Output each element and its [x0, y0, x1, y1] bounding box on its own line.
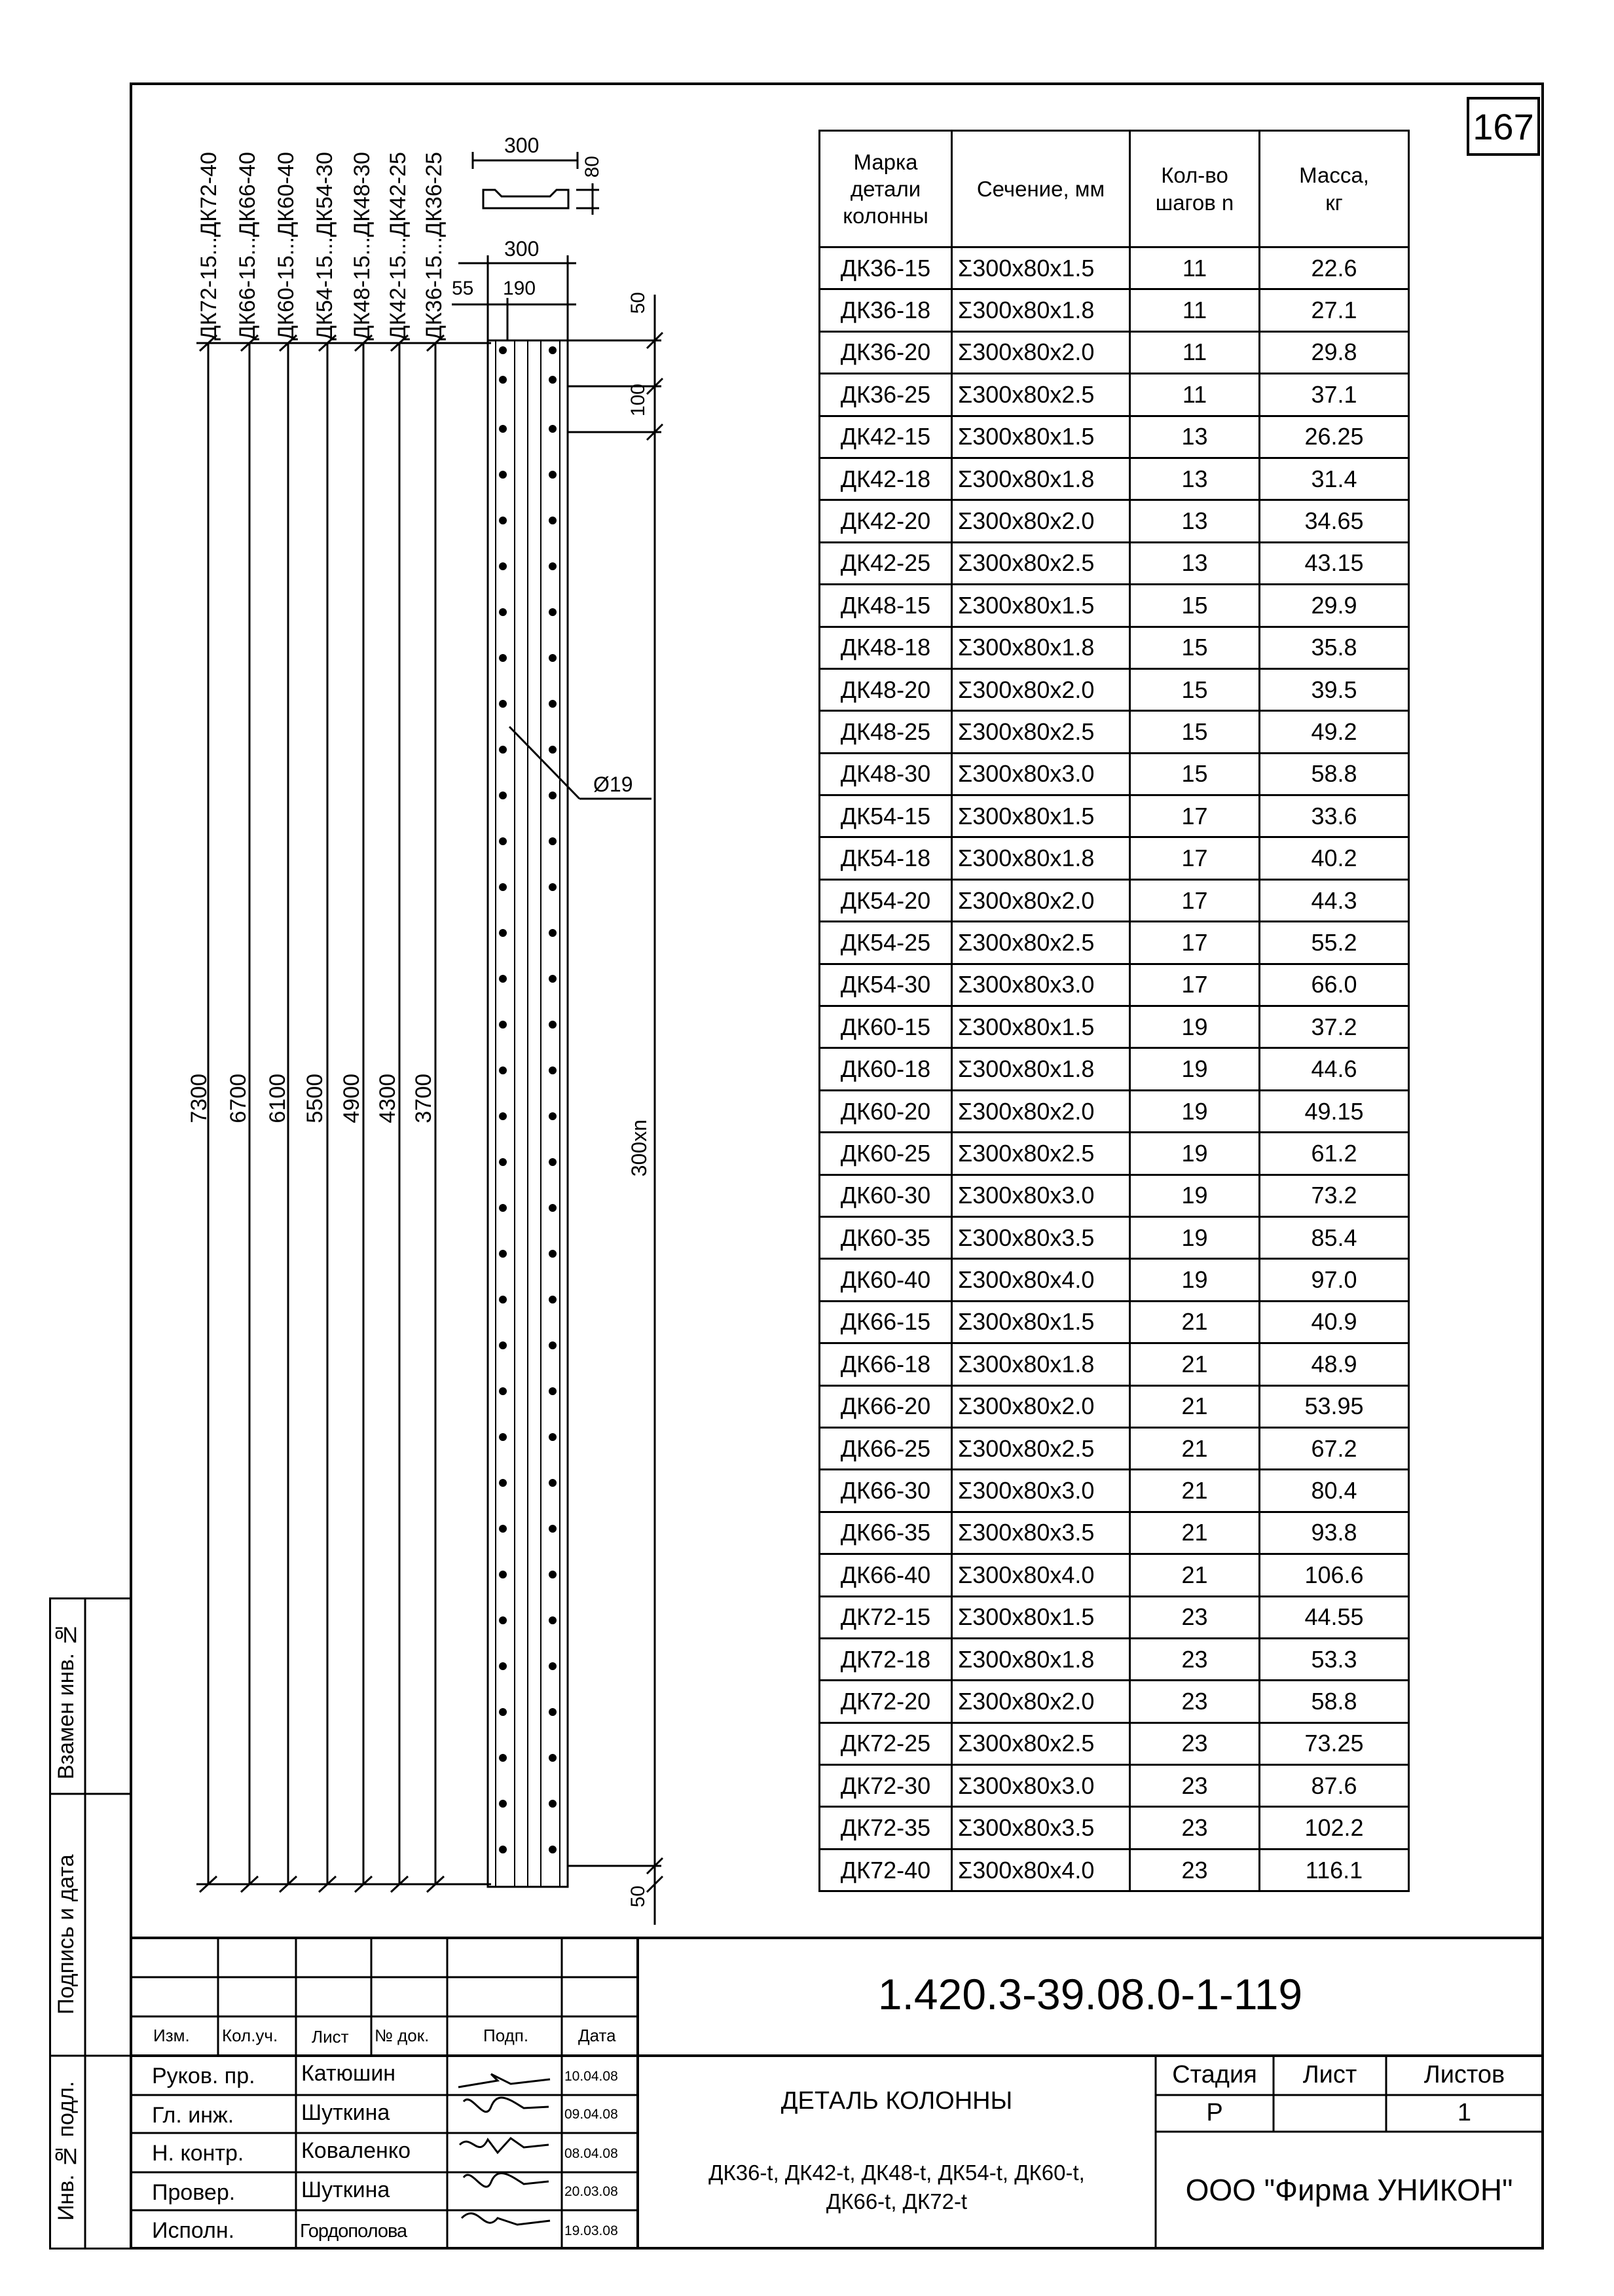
section-cell: Σ300x80x2.5	[952, 542, 1130, 584]
mark-cell: ДК54-25	[820, 922, 952, 964]
mark-cell: ДК66-18	[820, 1343, 952, 1385]
mass-cell: 73.2	[1260, 1175, 1409, 1216]
mark-cell: ДК54-20	[820, 879, 952, 921]
table-row	[820, 1849, 1409, 1891]
mass-cell: 40.9	[1260, 1301, 1409, 1343]
mark-cell: ДК66-20	[820, 1385, 952, 1427]
steps-cell: 21	[1130, 1427, 1260, 1469]
mark-cell: ДК66-30	[820, 1470, 952, 1512]
steps-cell: 13	[1130, 416, 1260, 458]
staff-role: Гл. инж.	[152, 2103, 234, 2128]
staff-role: Провер.	[152, 2180, 236, 2205]
mark-cell: ДК54-30	[820, 964, 952, 1006]
table-row	[820, 1427, 1409, 1469]
staff-name: Шуткина	[301, 2178, 390, 2202]
mark-cell: ДК72-40	[820, 1849, 952, 1891]
group-label: ДК72-15...ДК72-40	[196, 152, 221, 340]
steps-cell: 11	[1130, 289, 1260, 331]
section-cell: Σ300x80x2.0	[952, 668, 1130, 710]
mark-cell: ДК66-35	[820, 1512, 952, 1554]
mass-cell: 48.9	[1260, 1343, 1409, 1385]
dim-width: 300	[504, 237, 540, 261]
table-row	[820, 627, 1409, 668]
mark-cell: ДК60-35	[820, 1216, 952, 1258]
table-row	[820, 1681, 1409, 1722]
length-label: 6700	[226, 1074, 251, 1123]
mark-cell: ДК60-15	[820, 1006, 952, 1048]
sheet-label: Лист	[1302, 2061, 1357, 2088]
inv-orig-label: Инв. № подл.	[54, 2081, 79, 2221]
mass-cell: 40.2	[1260, 837, 1409, 879]
steps-cell: 23	[1130, 1807, 1260, 1849]
staff-role: Руков. пр.	[152, 2064, 255, 2088]
table-header-row	[820, 131, 1409, 247]
table-row	[820, 1554, 1409, 1596]
section-cell: Σ300x80x2.0	[952, 1681, 1130, 1722]
section-cell: Σ300x80x2.0	[952, 1385, 1130, 1427]
table-row	[820, 668, 1409, 710]
steps-cell: 21	[1130, 1301, 1260, 1343]
mark-cell: ДК66-15	[820, 1301, 952, 1343]
sign-date-label: Подпись и дата	[54, 1854, 79, 2015]
steps-cell: 17	[1130, 837, 1260, 879]
table-row	[820, 964, 1409, 1006]
table-row	[820, 922, 1409, 964]
steps-cell: 15	[1130, 753, 1260, 795]
staff-role: Исполн.	[152, 2218, 235, 2243]
mark-cell: ДК66-40	[820, 1554, 952, 1596]
table-row	[820, 1385, 1409, 1427]
mark-cell: ДК36-18	[820, 289, 952, 331]
spec-table	[818, 130, 1410, 1892]
section-cell: Σ300x80x1.5	[952, 795, 1130, 837]
section-cell: Σ300x80x2.0	[952, 1090, 1130, 1132]
section-cell: Σ300x80x1.8	[952, 289, 1130, 331]
length-label: 7300	[187, 1074, 211, 1123]
table-row	[820, 247, 1409, 289]
group-label: ДК36-15...ДК36-25	[422, 152, 447, 340]
steps-cell: 17	[1130, 964, 1260, 1006]
mass-cell: 33.6	[1260, 795, 1409, 837]
mark-cell: ДК42-25	[820, 542, 952, 584]
sheets-label: Листов	[1423, 2061, 1505, 2088]
steps-cell: 23	[1130, 1681, 1260, 1722]
mass-cell: 49.15	[1260, 1090, 1409, 1132]
dim-step: 100	[627, 384, 649, 417]
table-row	[820, 1048, 1409, 1090]
sheet-number: 167	[1467, 97, 1540, 156]
dim-section-width: 300	[504, 134, 540, 157]
section-cell: Σ300x80x1.5	[952, 416, 1130, 458]
mass-cell: 93.8	[1260, 1512, 1409, 1554]
section-cell: Σ300x80x1.8	[952, 627, 1130, 668]
section-cell: Σ300x80x3.0	[952, 753, 1130, 795]
mass-cell: 39.5	[1260, 668, 1409, 710]
table-row	[820, 1638, 1409, 1680]
length-label: 3700	[411, 1074, 436, 1123]
steps-cell: 11	[1130, 247, 1260, 289]
steps-cell: 15	[1130, 711, 1260, 753]
table-row	[820, 837, 1409, 879]
mark-cell: ДК42-15	[820, 416, 952, 458]
section-cell: Σ300x80x1.5	[952, 1006, 1130, 1048]
stage-label: Стадия	[1172, 2061, 1257, 2088]
section-cell: Σ300x80x3.0	[952, 1765, 1130, 1807]
mass-cell: 106.6	[1260, 1554, 1409, 1596]
staff-date: 09.04.08	[564, 2107, 618, 2122]
mark-cell: ДК36-25	[820, 374, 952, 416]
mass-cell: 58.8	[1260, 753, 1409, 795]
staff-name: Коваленко	[301, 2138, 411, 2163]
section-cell: Σ300x80x1.8	[952, 1048, 1130, 1090]
mass-cell: 87.6	[1260, 1765, 1409, 1807]
mark-cell: ДК42-20	[820, 500, 952, 542]
column-drawing	[131, 85, 818, 1938]
table-row	[820, 1512, 1409, 1554]
staff-role: Н. контр.	[152, 2141, 244, 2166]
section-cell: Σ300x80x2.5	[952, 374, 1130, 416]
steps-cell: 19	[1130, 1259, 1260, 1301]
table-row	[820, 331, 1409, 373]
steps-cell: 19	[1130, 1216, 1260, 1258]
mark-cell: ДК60-25	[820, 1133, 952, 1175]
section-cell: Σ300x80x2.5	[952, 922, 1130, 964]
group-label: ДК48-15...ДК48-30	[350, 152, 375, 340]
steps-cell: 19	[1130, 1133, 1260, 1175]
mass-cell: 85.4	[1260, 1216, 1409, 1258]
section-cell: Σ300x80x2.0	[952, 879, 1130, 921]
col-header: Изм.	[153, 2026, 190, 2045]
section-cell: Σ300x80x1.5	[952, 585, 1130, 627]
steps-cell: 21	[1130, 1512, 1260, 1554]
mark-cell: ДК72-15	[820, 1596, 952, 1638]
mark-cell: ДК36-20	[820, 331, 952, 373]
table-row	[820, 711, 1409, 753]
header-cell: Марка детали колонны	[820, 131, 952, 247]
col-header: Лист	[312, 2027, 349, 2047]
mark-cell: ДК48-20	[820, 668, 952, 710]
table-row	[820, 289, 1409, 331]
section-cell: Σ300x80x1.5	[952, 1301, 1130, 1343]
staff-date: 19.03.08	[564, 2223, 618, 2238]
mark-cell: ДК48-25	[820, 711, 952, 753]
mark-cell: ДК72-18	[820, 1638, 952, 1680]
section-cell: Σ300x80x2.5	[952, 1427, 1130, 1469]
table-row	[820, 1470, 1409, 1512]
steps-cell: 17	[1130, 879, 1260, 921]
staff-name: Катюшин	[301, 2061, 396, 2086]
mass-cell: 27.1	[1260, 289, 1409, 331]
steps-cell: 21	[1130, 1554, 1260, 1596]
steps-cell: 15	[1130, 668, 1260, 710]
steps-cell: 19	[1130, 1175, 1260, 1216]
section-cell: Σ300x80x4.0	[952, 1849, 1130, 1891]
mark-cell: ДК60-30	[820, 1175, 952, 1216]
staff-date: 20.03.08	[564, 2184, 618, 2199]
subtitle-text: ДК36-t, ДК42-t, ДК48-t, ДК54-t, ДК60-t,	[708, 2160, 1085, 2185]
mark-cell: ДК48-30	[820, 753, 952, 795]
mark-cell: ДК42-18	[820, 458, 952, 500]
table-row	[820, 458, 1409, 500]
mark-cell: ДК72-25	[820, 1722, 952, 1764]
col-header: Кол.уч.	[222, 2026, 278, 2045]
section-cell: Σ300x80x1.8	[952, 458, 1130, 500]
steps-cell: 23	[1130, 1596, 1260, 1638]
group-label: ДК60-15...ДК60-40	[274, 152, 299, 340]
steps-cell: 17	[1130, 795, 1260, 837]
mark-cell: ДК48-18	[820, 627, 952, 668]
steps-cell: 19	[1130, 1090, 1260, 1132]
length-label: 6100	[265, 1074, 290, 1123]
staff-name: Шуткина	[301, 2100, 390, 2125]
col-header: Дата	[578, 2026, 616, 2045]
section-cell: Σ300x80x3.5	[952, 1216, 1130, 1258]
section-cell: Σ300x80x4.0	[952, 1259, 1130, 1301]
mass-cell: 44.3	[1260, 879, 1409, 921]
replace-inv-label: Взамен инв. №	[54, 1622, 79, 1780]
table-row	[820, 1090, 1409, 1132]
steps-cell: 19	[1130, 1048, 1260, 1090]
table-row	[820, 795, 1409, 837]
mass-cell: 66.0	[1260, 964, 1409, 1006]
mass-cell: 67.2	[1260, 1427, 1409, 1469]
table-row	[820, 1343, 1409, 1385]
group-label: ДК42-15...ДК42-25	[386, 152, 411, 340]
company-name: ООО "Фирма УНИКОН"	[1185, 2173, 1513, 2207]
table-row	[820, 1722, 1409, 1764]
mass-cell: 34.65	[1260, 500, 1409, 542]
mass-cell: 80.4	[1260, 1470, 1409, 1512]
steps-cell: 11	[1130, 331, 1260, 373]
mark-cell: ДК60-40	[820, 1259, 952, 1301]
table-row	[820, 585, 1409, 627]
header-cell: Масса, кг	[1260, 131, 1409, 247]
mark-cell: ДК54-18	[820, 837, 952, 879]
mark-cell: ДК72-35	[820, 1807, 952, 1849]
mass-cell: 29.8	[1260, 331, 1409, 373]
table-row	[820, 1006, 1409, 1048]
header-cell: Кол-во шагов n	[1130, 131, 1260, 247]
steps-cell: 23	[1130, 1638, 1260, 1680]
section-cell: Σ300x80x2.5	[952, 711, 1130, 753]
table-row	[820, 374, 1409, 416]
section-cell: Σ300x80x3.5	[952, 1807, 1130, 1849]
section-cell: Σ300x80x3.0	[952, 1175, 1130, 1216]
staff-date: 08.04.08	[564, 2146, 618, 2161]
table-row	[820, 1175, 1409, 1216]
steps-cell: 15	[1130, 585, 1260, 627]
steps-cell: 13	[1130, 542, 1260, 584]
mark-cell: ДК48-15	[820, 585, 952, 627]
dim-top: 50	[627, 292, 649, 314]
steps-cell: 23	[1130, 1765, 1260, 1807]
table-row	[820, 1807, 1409, 1849]
mass-cell: 61.2	[1260, 1133, 1409, 1175]
sheets-value: 1	[1457, 2099, 1472, 2126]
steps-cell: 21	[1130, 1385, 1260, 1427]
staff-date: 10.04.08	[564, 2069, 618, 2084]
steps-cell: 13	[1130, 500, 1260, 542]
mass-cell: 22.6	[1260, 247, 1409, 289]
table-row	[820, 1216, 1409, 1258]
col-header: № док.	[375, 2026, 430, 2045]
mass-cell: 53.95	[1260, 1385, 1409, 1427]
steps-cell: 17	[1130, 922, 1260, 964]
table-row	[820, 1596, 1409, 1638]
table-row	[820, 1301, 1409, 1343]
section-cell: Σ300x80x1.8	[952, 1638, 1130, 1680]
section-cell: Σ300x80x1.5	[952, 247, 1130, 289]
steps-cell: 13	[1130, 458, 1260, 500]
mark-cell: ДК54-15	[820, 795, 952, 837]
steps-cell: 23	[1130, 1722, 1260, 1764]
steps-cell: 21	[1130, 1470, 1260, 1512]
length-label: 5500	[303, 1074, 327, 1123]
mass-cell: 55.2	[1260, 922, 1409, 964]
mass-cell: 44.6	[1260, 1048, 1409, 1090]
mass-cell: 43.15	[1260, 542, 1409, 584]
steps-cell: 15	[1130, 627, 1260, 668]
mark-cell: ДК72-20	[820, 1681, 952, 1722]
section-cell: Σ300x80x1.8	[952, 837, 1130, 879]
length-label: 4300	[375, 1074, 400, 1123]
staff-name: Гордополова	[300, 2221, 407, 2242]
mass-cell: 26.25	[1260, 416, 1409, 458]
mass-cell: 116.1	[1260, 1849, 1409, 1891]
steps-cell: 19	[1130, 1006, 1260, 1048]
mass-cell: 58.8	[1260, 1681, 1409, 1722]
subtitle-text: ДК66-t, ДК72-t	[826, 2189, 968, 2214]
col-header: Подп.	[483, 2026, 529, 2045]
table-row	[820, 1765, 1409, 1807]
section-cell: Σ300x80x3.0	[952, 1470, 1130, 1512]
mass-cell: 102.2	[1260, 1807, 1409, 1849]
dim-edge: 55	[452, 278, 474, 299]
mark-cell: ДК66-25	[820, 1427, 952, 1469]
section-cell: Σ300x80x2.0	[952, 500, 1130, 542]
section-cell: Σ300x80x3.5	[952, 1512, 1130, 1554]
section-cell: Σ300x80x3.0	[952, 964, 1130, 1006]
header-cell: Сечение, мм	[952, 131, 1130, 247]
table-row	[820, 1133, 1409, 1175]
table-row	[820, 500, 1409, 542]
section-cell: Σ300x80x1.8	[952, 1343, 1130, 1385]
section-cell: Σ300x80x4.0	[952, 1554, 1130, 1596]
group-label: ДК66-15...ДК66-40	[235, 152, 260, 340]
section-cell: Σ300x80x1.5	[952, 1596, 1130, 1638]
mark-cell: ДК72-30	[820, 1765, 952, 1807]
dim-inner: 190	[503, 278, 536, 299]
table-row	[820, 753, 1409, 795]
section-cell: Σ300x80x2.5	[952, 1722, 1130, 1764]
mass-cell: 29.9	[1260, 585, 1409, 627]
mass-cell: 97.0	[1260, 1259, 1409, 1301]
length-label: 4900	[339, 1074, 364, 1123]
spec-table-body	[820, 247, 1409, 1891]
steps-cell: 23	[1130, 1849, 1260, 1891]
section-cell: Σ300x80x2.0	[952, 331, 1130, 373]
mass-cell: 31.4	[1260, 458, 1409, 500]
table-row	[820, 1259, 1409, 1301]
mass-cell: 49.2	[1260, 711, 1409, 753]
doc-code: 1.420.3-39.08.0-1-119	[877, 1970, 1303, 2018]
dim-section-height: 80	[581, 156, 603, 178]
table-row	[820, 542, 1409, 584]
table-row	[820, 416, 1409, 458]
dim-pitch: 300xn	[627, 1120, 651, 1177]
title-text: ДЕТАЛЬ КОЛОННЫ	[780, 2087, 1013, 2115]
group-label: ДК54-15...ДК54-30	[312, 152, 337, 340]
steps-cell: 11	[1130, 374, 1260, 416]
mark-cell: ДК60-18	[820, 1048, 952, 1090]
mass-cell: 35.8	[1260, 627, 1409, 668]
steps-cell: 21	[1130, 1343, 1260, 1385]
mass-cell: 37.1	[1260, 374, 1409, 416]
mass-cell: 44.55	[1260, 1596, 1409, 1638]
mass-cell: 37.2	[1260, 1006, 1409, 1048]
section-cell: Σ300x80x2.5	[952, 1133, 1130, 1175]
dim-hole: Ø19	[593, 773, 633, 796]
mass-cell: 53.3	[1260, 1638, 1409, 1680]
signatures	[452, 2061, 560, 2247]
mark-cell: ДК60-20	[820, 1090, 952, 1132]
mass-cell: 73.25	[1260, 1722, 1409, 1764]
dim-bottom: 50	[627, 1886, 649, 1908]
mark-cell: ДК36-15	[820, 247, 952, 289]
table-row	[820, 879, 1409, 921]
stage-value: Р	[1206, 2099, 1223, 2126]
